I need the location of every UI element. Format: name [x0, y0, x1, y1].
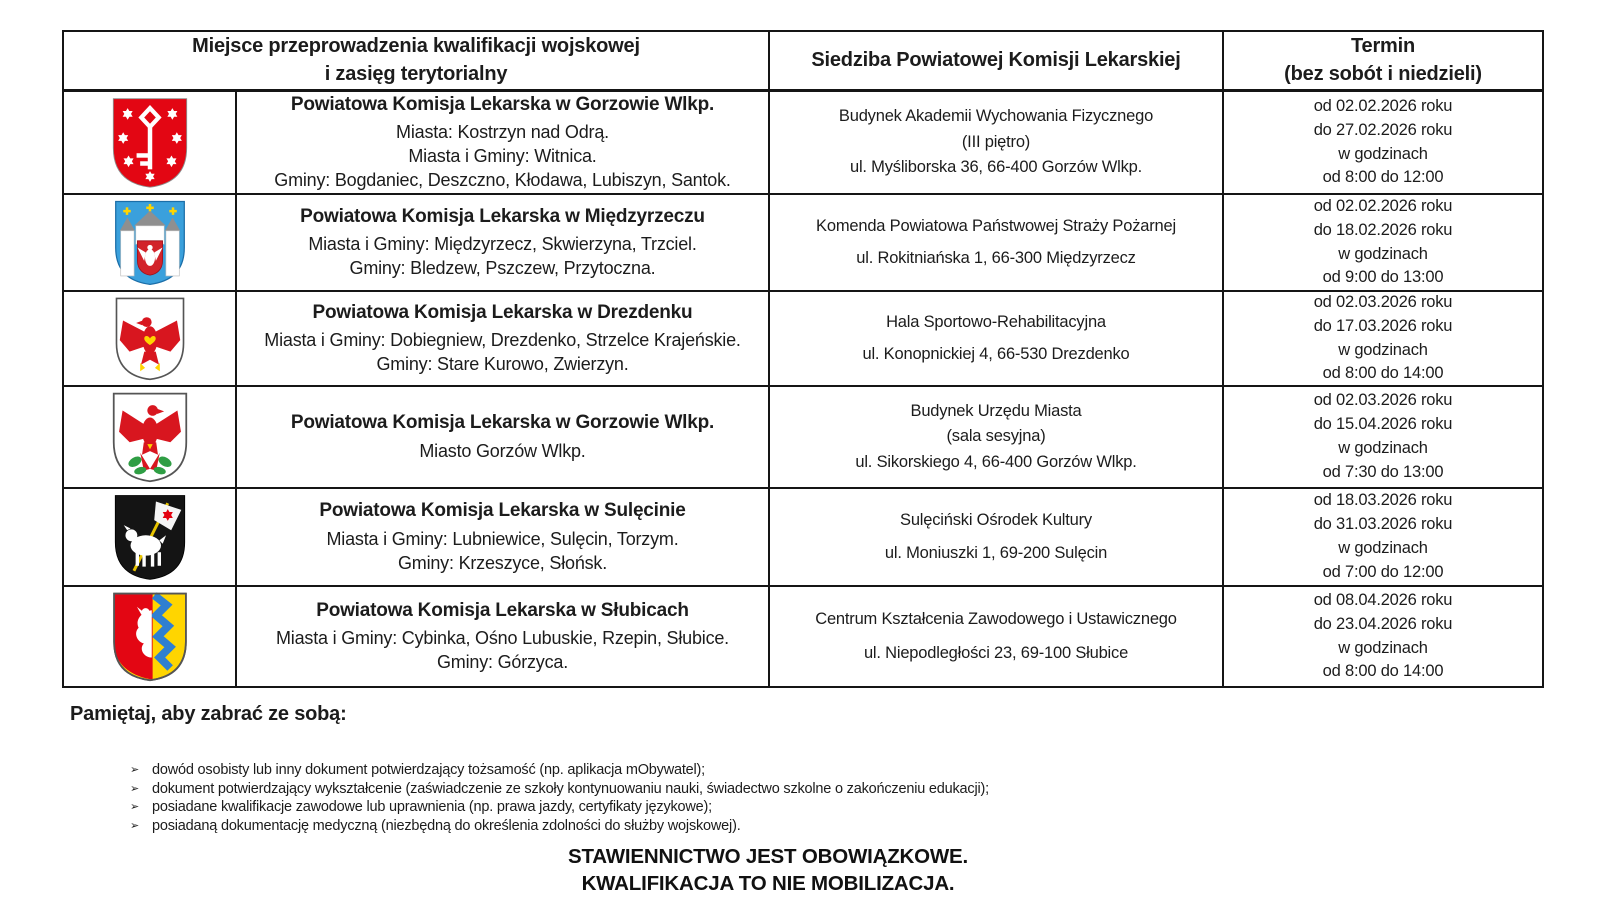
table-row: [237, 387, 770, 489]
venue-line: ul. Sikorskiego 4, 66-400 Gorzów Wlkp.: [855, 452, 1137, 471]
table-row-2-crest-cell: [64, 195, 237, 292]
remember-title: Pamiętaj, aby zabrać ze sobą:: [70, 703, 347, 725]
table-row-1-crest-cell: [64, 92, 237, 195]
commission-name: Powiatowa Komisja Lekarska w Drezdenku: [312, 301, 693, 323]
term-line: do 27.02.2026 roku: [1313, 120, 1453, 139]
commission-name: Powiatowa Komisja Lekarska w Słubicach: [316, 599, 689, 621]
term-line: w godzinach: [1338, 244, 1428, 263]
term-cell: [1224, 387, 1542, 489]
list-item-text: posiadane kwalifikacje zawodowe lub uprawnienia (np. prawa jazdy, certyfikaty językowe);: [152, 799, 713, 816]
table-row: [237, 587, 770, 686]
gorzow-city-crest-icon: [109, 391, 191, 483]
arrow-bullet-icon: ➢: [130, 781, 140, 795]
header-term-line2: (bez sobót i niedzieli): [1284, 62, 1482, 85]
term-line: od 02.02.2026 roku: [1313, 196, 1453, 215]
territory-line: Gminy: Krzeszyce, Słońsk.: [397, 552, 608, 573]
territory-line: Miasta i Gminy: Międzyrzecz, Skwierzyna, Trzciel.: [308, 234, 697, 255]
term-line: od 02.02.2026 roku: [1313, 96, 1453, 115]
header-place-line2: i zasięg terytorialny: [324, 62, 508, 85]
term-line: od 7:30 do 13:00: [1322, 462, 1444, 481]
term-line: w godzinach: [1338, 638, 1428, 657]
list-item: [130, 817, 989, 836]
term-line: od 8:00 do 12:00: [1322, 168, 1444, 187]
venue-line: Hala Sportowo-Rehabilitacyjna: [886, 313, 1106, 332]
venue-cell: [770, 387, 1224, 489]
territory-line: Miasto Gorzów Wlkp.: [419, 440, 586, 461]
table-row: [237, 195, 770, 292]
sulecin-crest-icon: [109, 493, 191, 581]
list-item-text: dokument potwierdzający wykształcenie (zaświadczenie ze szkoły kontynuowaniu nauki, świadectwo szkolne o zakończeniu edukacji);: [152, 780, 989, 797]
venue-line: ul. Rokitniańska 1, 66-300 Międzyrzecz: [856, 248, 1136, 267]
term-line: od 02.03.2026 roku: [1313, 292, 1453, 311]
term-line: od 8:00 do 14:00: [1322, 364, 1444, 383]
term-cell: [1224, 195, 1542, 292]
term-cell: [1224, 489, 1542, 587]
term-line: w godzinach: [1338, 439, 1428, 457]
list-item: [130, 761, 989, 780]
venue-line: ul. Niepodległości 23, 69-100 Słubice: [863, 643, 1129, 662]
commission-name: Powiatowa Komisja Lekarska w Gorzowie Wlkp.: [290, 93, 715, 115]
arrow-bullet-icon: ➢: [130, 763, 140, 776]
qualification-table: [62, 30, 1544, 688]
remember-list: [130, 761, 989, 835]
term-cell: [1224, 587, 1542, 686]
venue-line: (sala sesyjna): [946, 427, 1046, 446]
commission-name: Powiatowa Komisja Lekarska w Gorzowie Wlkp.: [290, 412, 715, 434]
venue-cell: [770, 489, 1224, 587]
list-item: [130, 798, 989, 817]
header-place: [64, 32, 770, 92]
header-place-line1: Miejsce przeprowadzenia kwalifikacji wojskowej: [192, 34, 640, 57]
term-line: od 9:00 do 13:00: [1322, 268, 1444, 287]
venue-cell: [770, 292, 1224, 387]
commission-name: Powiatowa Komisja Lekarska w Sulęcinie: [319, 500, 686, 522]
territory-line: Miasta i Gminy: Lubniewice, Sulęcin, Torzym.: [326, 528, 679, 549]
venue-cell: [770, 195, 1224, 292]
arrow-bullet-icon: ➢: [130, 800, 140, 814]
slubice-crest-icon: [109, 591, 191, 682]
header-term-line1: Termin: [1351, 34, 1415, 57]
territory-line: Gminy: Górzyca.: [436, 652, 569, 673]
notice-line2: KWALIFIKACJA TO NIE MOBILIZACJA.: [581, 872, 955, 896]
list-item-text: dowód osobisty lub inny dokument potwierdzający tożsamość (np. aplikacja mObywatel);: [152, 762, 705, 778]
mandatory-notice: [62, 843, 1474, 897]
table-row: [237, 292, 770, 387]
territory-line: Miasta: Kostrzyn nad Odrą.: [396, 122, 609, 143]
commission-name: Powiatowa Komisja Lekarska w Międzyrzeczu: [300, 205, 705, 227]
table-row: [237, 92, 770, 195]
term-line: od 18.03.2026 roku: [1313, 491, 1453, 510]
venue-cell: [770, 587, 1224, 686]
territory-line: Miasta i Gminy: Dobiegniew, Drezdenko, Strzelce Krajeńskie.: [264, 330, 741, 351]
header-term: [1224, 32, 1542, 92]
venue-line: Sulęciński Ośrodek Kultury: [900, 511, 1092, 530]
term-line: w godzinach: [1338, 144, 1428, 163]
venue-line: Komenda Powiatowa Państwowej Straży Pożarnej: [816, 216, 1176, 235]
table-row-4-crest-cell: [64, 387, 237, 489]
territory-line: Gminy: Stare Kurowo, Zwierzyn.: [376, 354, 629, 375]
term-line: w godzinach: [1338, 539, 1428, 557]
venue-line: Budynek Akademii Wychowania Fizycznego: [838, 107, 1154, 126]
territory-line: Miasta i Gminy: Cybinka, Ośno Lubuskie, Rzepin, Słubice.: [275, 628, 729, 649]
header-venue: Siedziba Powiatowej Komisji Lekarskiej: [770, 32, 1224, 92]
term-line: do 15.04.2026 roku: [1313, 415, 1453, 434]
venue-line: Budynek Urzędu Miasta: [910, 401, 1082, 420]
venue-line: (III piętro): [961, 132, 1031, 151]
term-line: do 18.02.2026 roku: [1313, 220, 1453, 239]
powiat-gorzowski-crest-icon: [106, 96, 194, 189]
term-cell: [1224, 92, 1542, 195]
arrow-bullet-icon: ➢: [130, 818, 140, 832]
territory-line: Miasta i Gminy: Witnica.: [408, 146, 597, 167]
term-line: do 17.03.2026 roku: [1313, 316, 1453, 335]
venue-line: ul. Moniuszki 1, 69-200 Sulęcin: [884, 543, 1108, 562]
table-row: [237, 489, 770, 587]
venue-line: Centrum Kształcenia Zawodowego i Ustawicznego: [815, 610, 1177, 629]
term-line: od 02.03.2026 roku: [1313, 391, 1453, 410]
miedzyrzecz-crest-icon: [109, 199, 191, 286]
list-item: [130, 780, 989, 799]
term-line: od 7:00 do 12:00: [1322, 562, 1444, 581]
term-line: od 08.04.2026 roku: [1313, 590, 1453, 609]
notice-line1: STAWIENNICTWO JEST OBOWIĄZKOWE.: [568, 845, 968, 868]
term-line: w godzinach: [1338, 340, 1428, 359]
venue-cell: [770, 92, 1224, 195]
term-cell: [1224, 292, 1542, 387]
term-line: od 8:00 do 14:00: [1322, 662, 1444, 681]
list-item-text: posiadaną dokumentację medyczną (niezbędną do określenia zdolności do służby wojskowej).: [152, 817, 741, 834]
territory-line: Gminy: Bledzew, Pszczew, Przytoczna.: [349, 258, 656, 279]
table-row-5-crest-cell: [64, 489, 237, 587]
venue-line: ul. Myśliborska 36, 66-400 Gorzów Wlkp.: [849, 158, 1143, 177]
table-row-3-crest-cell: [64, 292, 237, 387]
term-line: do 31.03.2026 roku: [1313, 515, 1453, 534]
territory-line: Gminy: Bogdaniec, Deszczno, Kłodawa, Lubiszyn, Santok.: [274, 170, 731, 191]
term-line: do 23.04.2026 roku: [1313, 614, 1453, 633]
drezdenko-crest-icon: [109, 296, 191, 381]
table-row-6-crest-cell: [64, 587, 237, 686]
venue-line: ul. Konopnickiej 4, 66-530 Drezdenko: [862, 344, 1130, 363]
